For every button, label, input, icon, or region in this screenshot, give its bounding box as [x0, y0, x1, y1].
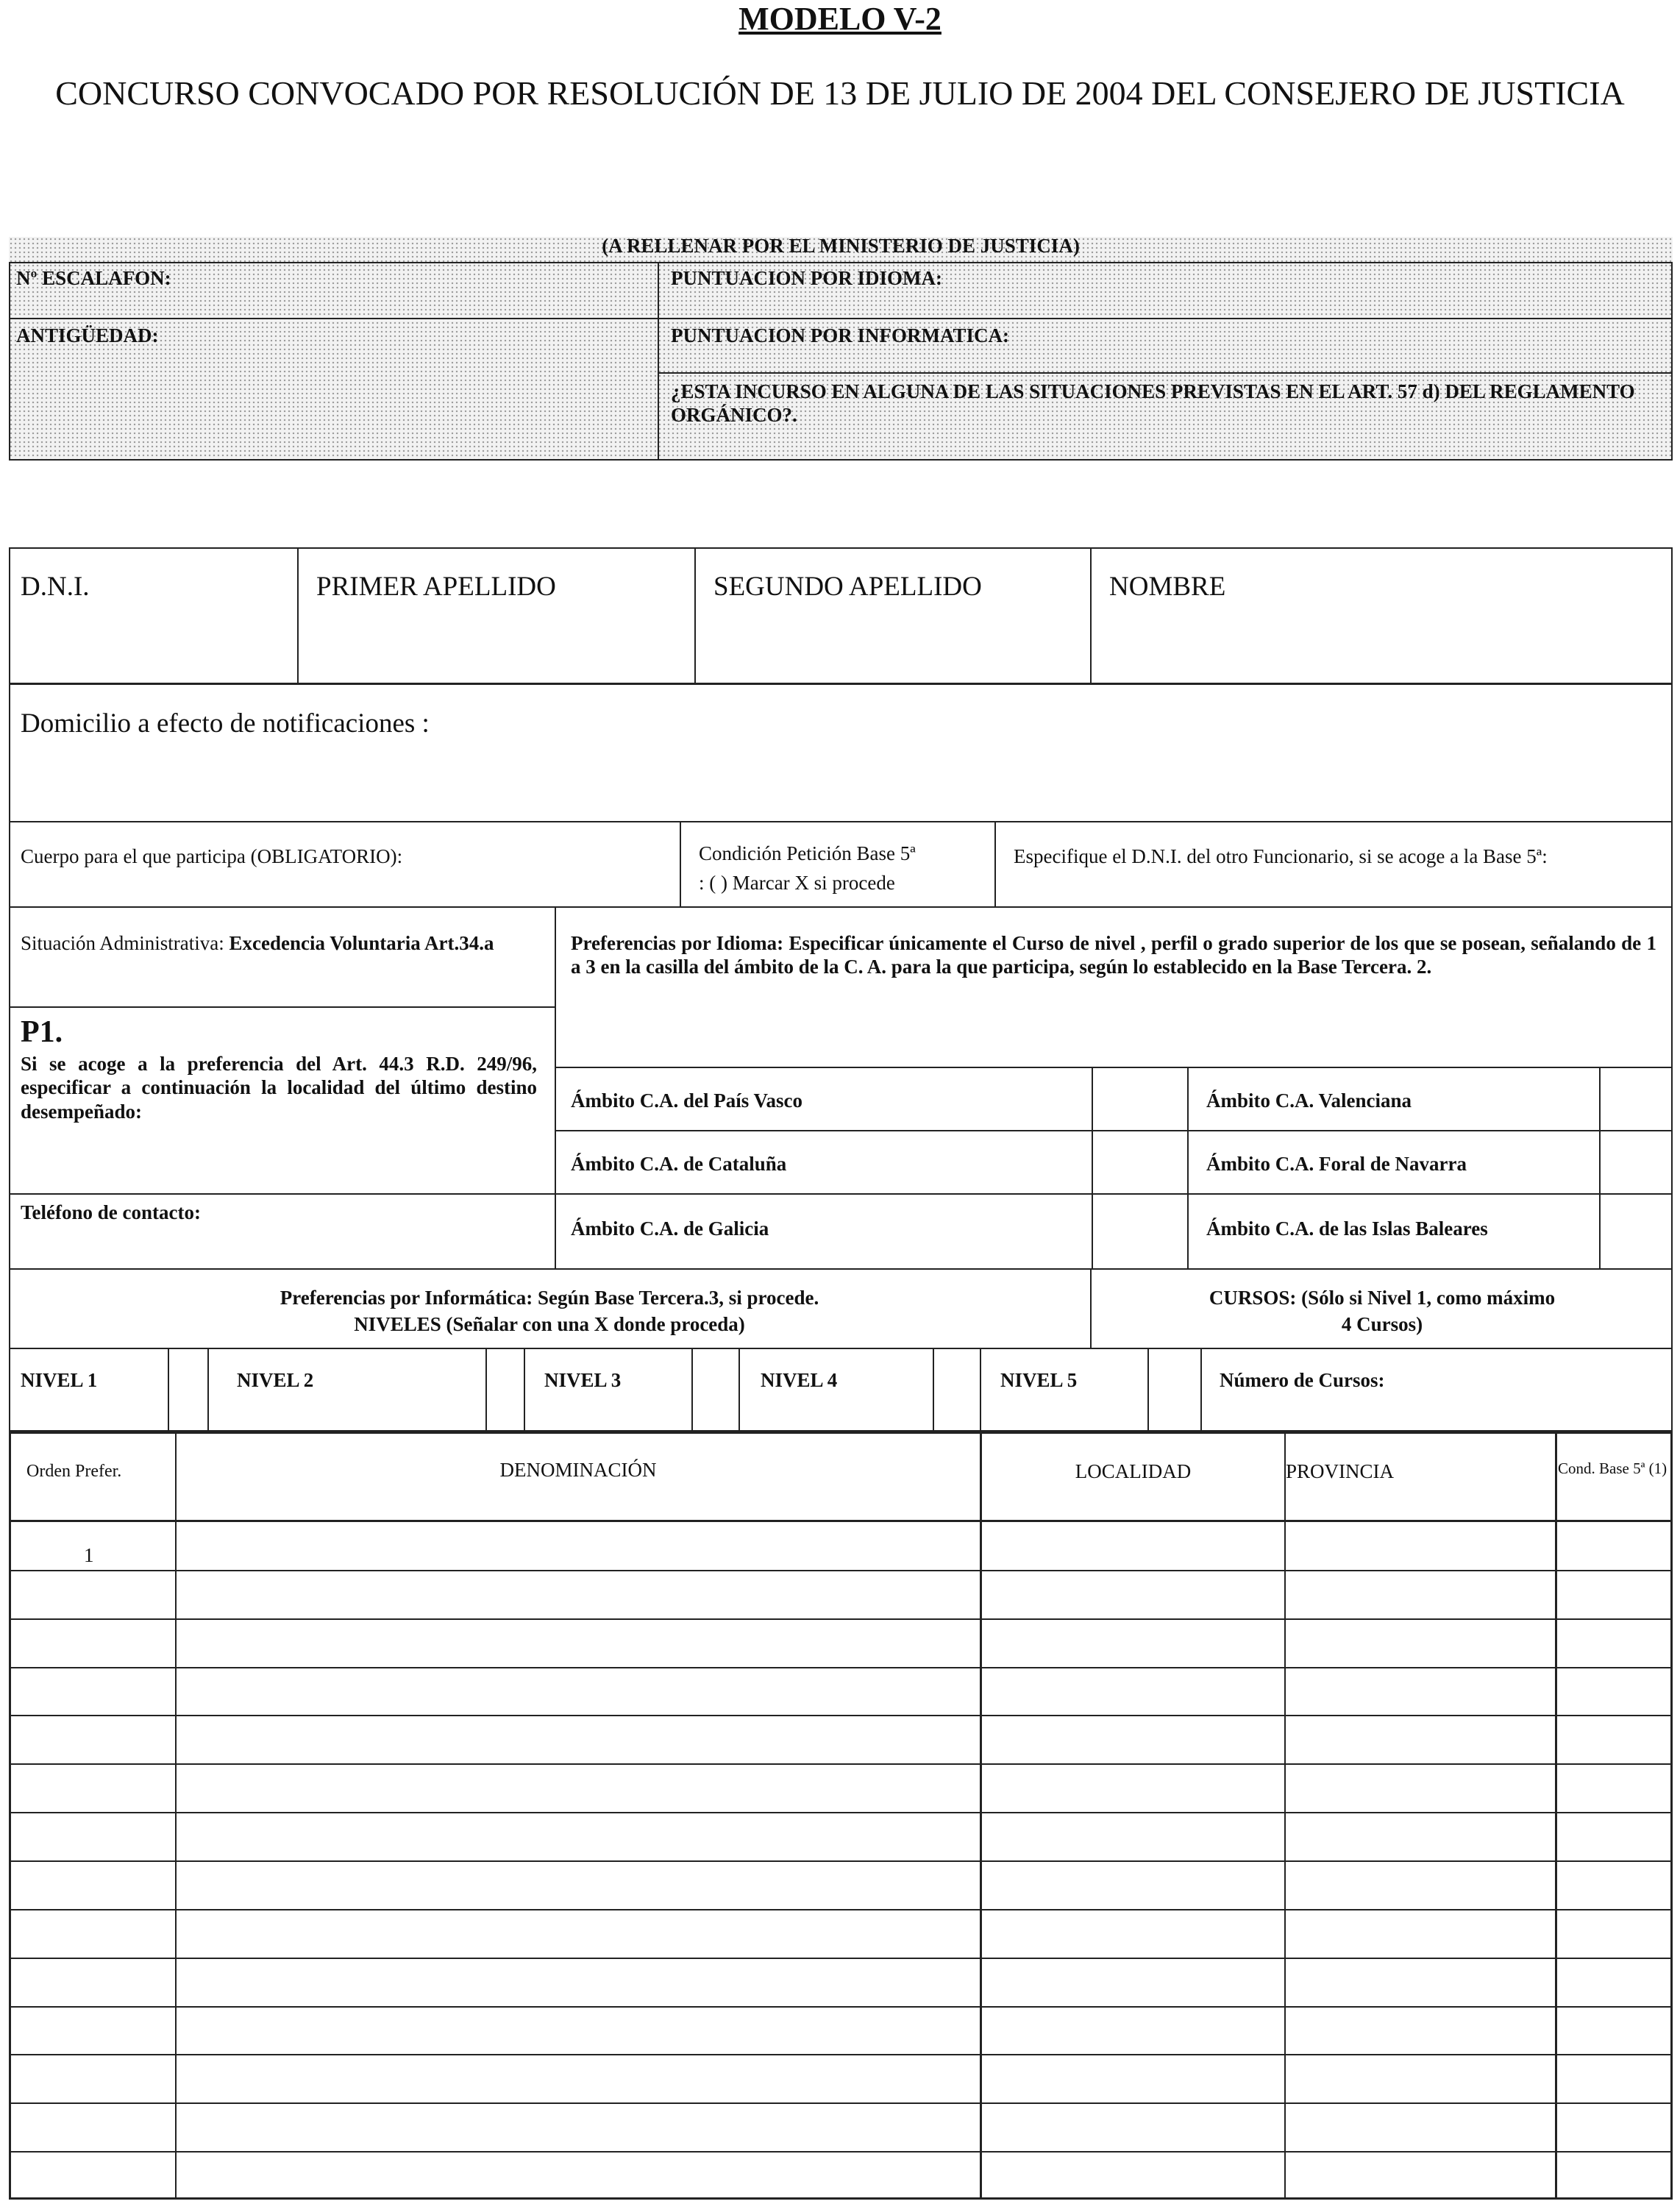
ministry-row-divider-1 — [9, 318, 1673, 319]
p1-heading: P1. — [21, 1015, 63, 1049]
nivel-5-label: NIVEL 5 — [1000, 1369, 1078, 1391]
table-row[interactable] — [10, 1620, 1671, 1666]
name-col-divider-2 — [694, 547, 696, 683]
ministry-box — [9, 262, 1673, 461]
antiguedad-label: ANTIGÜEDAD: — [16, 324, 159, 346]
ambito-navarra-box[interactable] — [1601, 1131, 1671, 1193]
numero-cursos-field[interactable]: Número de Cursos: — [1220, 1369, 1385, 1391]
nivel-1-checkbox[interactable] — [169, 1349, 207, 1430]
primer-apellido-field[interactable]: PRIMER APELLIDO — [316, 572, 556, 602]
idioma-grid-col-2 — [1187, 1067, 1189, 1270]
table-row[interactable] — [10, 2153, 1671, 2199]
cursos-line-1: CURSOS: (Sólo si Nivel 1, como máximo — [1209, 1287, 1556, 1309]
ambito-pais-vasco: Ámbito C.A. del País Vasco — [571, 1089, 803, 1112]
incurso-question: ¿ESTA INCURSO EN ALGUNA DE LAS SITUACIONES PREVISTAS EN EL ART. 57 d) DEL REGLAMENTO ORGÁNICO?. — [671, 380, 1635, 427]
cuerpo-col-divider-2 — [994, 821, 996, 906]
nivel-div-8 — [980, 1348, 981, 1432]
ambito-pais-vasco-box[interactable] — [1093, 1068, 1187, 1130]
table-row[interactable] — [10, 2104, 1671, 2150]
idioma-instructions: Preferencias por Idioma: Especificar únicamente el Curso de nivel , perfil o grado superior de los que se posean, señalando de 1 a 3 en la casilla del ámbito de la C. A. para la que participa, según lo establecido en la Base Tercera. 2. — [571, 932, 1656, 978]
form-subtitle: CONCURSO CONVOCADO POR RESOLUCIÓN DE 13 DE JULIO DE 2004 DEL CONSEJERO DE JUSTICIA — [55, 74, 1625, 112]
cuerpo-col-divider-1 — [680, 821, 681, 906]
situacion-administrativa — [21, 931, 535, 955]
table-row[interactable] — [10, 1862, 1671, 1908]
ministry-caption: (A RELLENAR POR EL MINISTERIO DE JUSTICIA) — [602, 235, 1080, 257]
table-row[interactable] — [10, 1571, 1671, 1618]
ambito-navarra: Ámbito C.A. Foral de Navarra — [1206, 1153, 1467, 1175]
table-row[interactable] — [10, 1765, 1671, 1811]
ministry-row-divider-2 — [658, 372, 1673, 374]
table-row[interactable] — [10, 1959, 1671, 2005]
nivel-1-label: NIVEL 1 — [21, 1369, 98, 1391]
nivel-4-checkbox[interactable] — [934, 1349, 980, 1430]
nombre-field[interactable]: NOMBRE — [1109, 572, 1226, 602]
ministry-vertical-divider — [658, 262, 659, 461]
puntuacion-informatica-label: PUNTUACION POR INFORMATICA: — [671, 324, 1009, 346]
left-column-divider — [555, 906, 556, 1270]
table-row[interactable] — [10, 2055, 1671, 2102]
table-row[interactable] — [10, 1716, 1671, 1763]
table-row[interactable] — [10, 1523, 1671, 1569]
ambito-galicia: Ámbito C.A. de Galicia — [571, 1217, 769, 1240]
telefono-field[interactable]: Teléfono de contacto: — [21, 1201, 201, 1223]
cuerpo-field[interactable]: Cuerpo para el que participa (OBLIGATORIO): — [21, 845, 403, 867]
header-orden: Orden Prefer. — [26, 1462, 122, 1481]
ambito-baleares-box[interactable] — [1601, 1195, 1671, 1268]
header-cond: Cond. Base 5ª (1) — [1558, 1460, 1667, 1477]
nivel-div-2 — [207, 1348, 209, 1432]
situacion-divider — [9, 1006, 556, 1008]
domicilio-field[interactable]: Domicilio a efecto de notificaciones : — [21, 708, 430, 739]
table-row[interactable] — [10, 1910, 1671, 1957]
table-row[interactable] — [10, 1668, 1671, 1715]
header-localidad: LOCALIDAD — [1075, 1460, 1192, 1482]
form-title: MODELO V-2 — [738, 1, 942, 37]
nivel-div-6 — [738, 1348, 740, 1432]
informatica-line-2: NIVELES (Señalar con una X donde proceda) — [354, 1313, 745, 1335]
puntuacion-idioma-label: PUNTUACION POR IDIOMA: — [671, 267, 942, 289]
ambito-cataluna-box[interactable] — [1093, 1131, 1187, 1193]
cuerpo-divider — [9, 906, 1673, 908]
name-row-divider — [9, 683, 1673, 685]
situacion-value: Excedencia Voluntaria Art.34.a — [229, 932, 494, 954]
nivel-3-label: NIVEL 3 — [544, 1369, 622, 1391]
situacion-label: Situación Administrativa: — [21, 932, 229, 954]
domicilio-divider — [9, 821, 1673, 822]
ambito-baleares: Ámbito C.A. de las Islas Baleares — [1206, 1217, 1488, 1240]
first-row-orden: 1 — [84, 1544, 94, 1566]
ambito-valenciana-box[interactable] — [1601, 1068, 1671, 1130]
table-header-divider — [9, 1520, 1673, 1522]
segundo-apellido-field[interactable]: SEGUNDO APELLIDO — [713, 572, 982, 602]
name-col-divider-1 — [297, 547, 299, 683]
nivel-div-4 — [524, 1348, 525, 1432]
table-row[interactable] — [10, 1813, 1671, 1860]
cursos-line-2: 4 Cursos) — [1341, 1313, 1423, 1335]
p1-text: Si se acoge a la preferencia del Art. 44.3 R.D. 249/96, especificar a continuación la localidad del último destino desempeñado: — [21, 1053, 537, 1123]
header-denominacion: DENOMINACIÓN — [499, 1459, 657, 1481]
nivel-div-10 — [1200, 1348, 1202, 1432]
dni-field[interactable]: D.N.I. — [21, 572, 90, 602]
name-col-divider-3 — [1090, 547, 1092, 683]
condicion-line-1: Condición Petición Base 5ª — [699, 842, 916, 864]
ambito-galicia-box[interactable] — [1093, 1195, 1187, 1268]
condicion-checkbox[interactable]: : ( ) Marcar X si procede — [699, 872, 895, 894]
nivel-2-checkbox[interactable] — [487, 1349, 524, 1430]
nivel-3-checkbox[interactable] — [693, 1349, 738, 1430]
nivel-5-checkbox[interactable] — [1149, 1349, 1200, 1430]
informatica-row-divider — [9, 1348, 1673, 1349]
ambito-valenciana: Ámbito C.A. Valenciana — [1206, 1089, 1412, 1112]
especifique-dni-field[interactable]: Especifique el D.N.I. del otro Funcionario, si se acoge a la Base 5ª: — [1014, 845, 1548, 867]
escalafon-label: Nº ESCALAFON: — [16, 267, 171, 289]
ambito-cataluna: Ámbito C.A. de Cataluña — [571, 1153, 787, 1175]
header-provincia: PROVINCIA — [1286, 1460, 1395, 1482]
informatica-line-1: Preferencias por Informática: Según Base Tercera.3, si procede. — [280, 1287, 819, 1309]
table-row[interactable] — [10, 2008, 1671, 2054]
nivel-4-label: NIVEL 4 — [761, 1369, 838, 1391]
p1-divider — [9, 1193, 556, 1195]
nivel-2-label: NIVEL 2 — [237, 1369, 314, 1391]
